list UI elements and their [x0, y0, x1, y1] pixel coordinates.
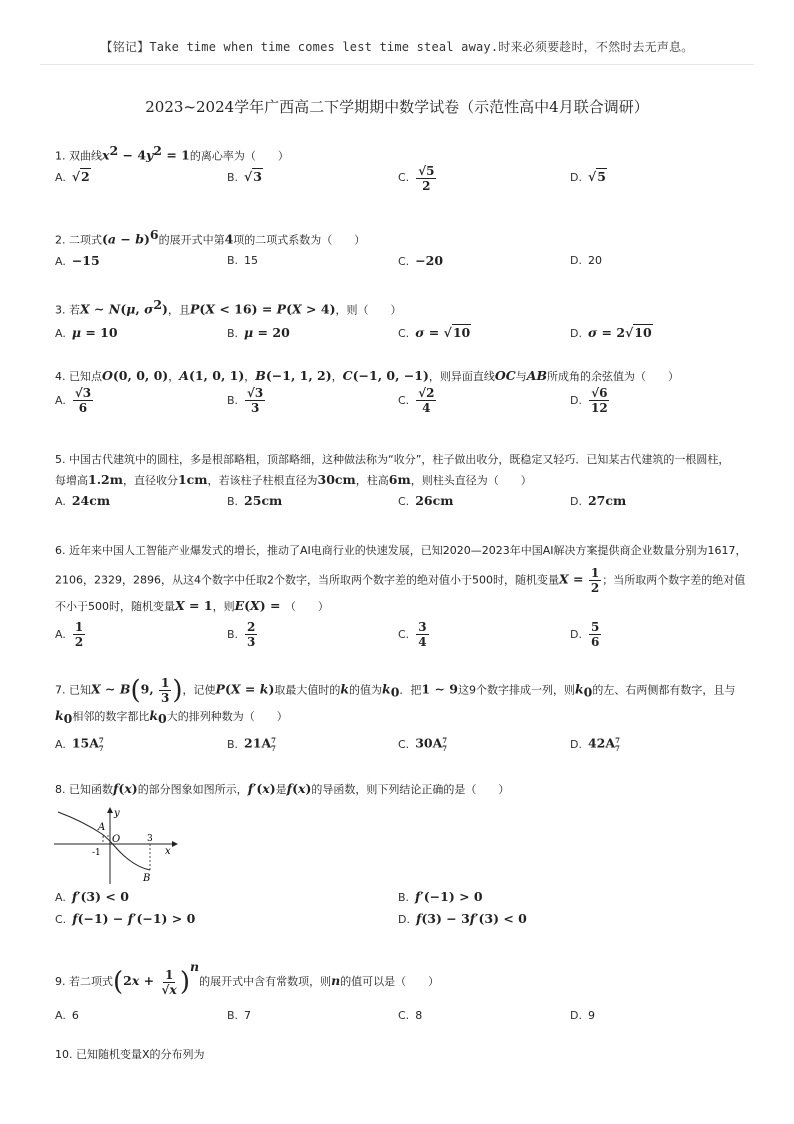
option-a[interactable]: A. f′(3) < 0: [55, 889, 129, 904]
tick-label-3: 3: [147, 834, 153, 844]
option-a[interactable]: A. 24cm: [55, 493, 111, 508]
option-c[interactable]: C. $\frac{3}{4}$: [398, 620, 427, 649]
option-d[interactable]: D. √5: [570, 168, 606, 184]
option-a[interactable]: A. μ = 10: [55, 324, 118, 340]
point-b-label: B: [143, 873, 151, 884]
question-3: [55, 296, 745, 344]
option-b[interactable]: B. f′(−1) > 0: [398, 889, 483, 904]
option-b[interactable]: B. √3: [227, 168, 262, 184]
option-c[interactable]: C. 8: [398, 1008, 423, 1022]
question-8-options: [55, 888, 745, 930]
y-axis-label: y: [114, 808, 120, 819]
question-4: [55, 367, 745, 416]
question-8-stem: 8. 已知函数f(x)的部分图象如图所示，f′(x)是f(x)的导函数，则下列结论正确的是（ ）: [55, 781, 510, 796]
question-7: [55, 676, 745, 752]
question-5: [55, 451, 745, 512]
option-c[interactable]: C. $\frac{√2}{4}$: [398, 386, 435, 415]
y-axis-arrow: [107, 807, 113, 813]
option-d[interactable]: D. 27cm: [570, 493, 627, 508]
option-b[interactable]: B. 25cm: [227, 493, 283, 508]
question-7-stem-line-1: 7. 已知X ∼ B(9, $\frac{1}{3}$ )，记使P(X = k)取最大值时的k的值为$k_0$．把1 ∼ 9这9个数字排成一列，则$k_0$的左、右两侧都有数字，且与: [55, 675, 736, 706]
option-c[interactable]: C. $30A^7_7$: [398, 735, 448, 754]
option-a[interactable]: A. $15A^7_7$: [55, 735, 104, 754]
option-d[interactable]: D. 20: [570, 253, 602, 267]
question-3-stem: 3. 若X ∼ N(μ, $\sigma^2$)，且P(X < 16) = P(X > 4)，则（ ）: [55, 297, 402, 317]
option-b[interactable]: B. 7: [227, 1008, 252, 1022]
question-5-stem-line-1: 5. 中国古代建筑中的圆柱，多是根部略粗，顶部略细，这种做法称为“收分”，柱子做出收分，既稳定又轻巧．已知某古代建筑的一根圆柱，: [55, 453, 730, 466]
function-graph-figure: [54, 806, 179, 886]
question-10-stem: 10. 已知随机变量X的分布列为: [55, 1048, 205, 1061]
option-a[interactable]: A. $\frac{√3}{6}$: [55, 386, 92, 415]
x-axis-label: x: [165, 846, 171, 857]
tick-label-minus-1: -1: [92, 848, 101, 858]
option-c[interactable]: C. −20: [398, 252, 444, 268]
question-5-stem-line-2: 每增高1.2m，直径收分1cm，若该柱子柱根直径为30cm，柱高6m，则柱头直径为（ ）: [55, 472, 532, 487]
option-b[interactable]: B. $21A^7_7$: [227, 735, 277, 754]
option-b[interactable]: B. $\frac{2}{3}$: [227, 620, 256, 649]
point-a-label: A: [98, 822, 106, 833]
option-c[interactable]: C. f(−1) − f′(−1) > 0: [55, 911, 196, 926]
option-c[interactable]: C. $\frac{√5}{2}$: [398, 163, 435, 193]
option-a[interactable]: A. √2: [55, 168, 90, 184]
question-6-stem-line-3: 不小于500时，随机变量X = 1，则E(X) = （ ）: [55, 598, 329, 613]
option-d[interactable]: D. $42A^7_7$: [570, 735, 620, 754]
exam-title: 2023~2024学年广西高二下学期期中数学试卷（示范性高中4月联合调研）: [145, 98, 649, 116]
option-b[interactable]: B. μ = 20: [227, 324, 290, 340]
question-4-stem: 4. 已知点O(0, 0, 0)，A(1, 0, 1)，B(−1, 1, 2)，C(−1, 0, −1)，则异面直线OC与AB所成角的余弦值为（ ）: [55, 368, 680, 383]
x-axis-arrow: [172, 841, 178, 847]
function-curve: [58, 812, 150, 870]
question-7-stem-line-2: $k_0$相邻的数字都比$k_0$大的排列种数为（ ）: [55, 708, 288, 727]
question-9-stem: 9. 若二项式(2x + $\frac{1}{√x}$ )$^n$的展开式中含有常数项，则n的值可以是（ ）: [55, 959, 440, 997]
question-6: [55, 542, 747, 650]
question-9: [55, 958, 745, 1027]
option-d[interactable]: D. 9: [570, 1008, 595, 1022]
option-b[interactable]: B. $\frac{√3}{3}$: [227, 386, 264, 415]
question-1-stem: 1. 双曲线$x^2 - 4y^2 = 1$的离心率为（ ）: [55, 143, 289, 163]
header-motto: 【铭记】Take time when time comes lest time steal away.时来必须要趁时，不然时去无声息。: [100, 40, 694, 54]
question-2: [55, 226, 745, 272]
option-d[interactable]: D. $\frac{5}{6}$: [570, 620, 600, 649]
option-a[interactable]: A. −15: [55, 252, 100, 268]
question-2-stem: 2. 二项式$(a - b)^6$的展开式中第4项的二项式系数为（ ）: [55, 227, 366, 247]
option-b[interactable]: B. 15: [227, 253, 259, 267]
question-10: [55, 1046, 205, 1064]
option-d[interactable]: D. f(3) − 3f′(3) < 0: [398, 911, 527, 926]
option-d[interactable]: D. $\frac{√6}{12}$: [570, 386, 608, 415]
option-a[interactable]: A. $\frac{1}{2}$: [55, 620, 84, 649]
question-1: [55, 142, 745, 193]
option-a[interactable]: A. 6: [55, 1008, 79, 1022]
origin-label: O: [112, 834, 121, 845]
option-d[interactable]: D. σ = 2√10: [570, 324, 652, 340]
header-divider: [40, 64, 754, 65]
option-c[interactable]: C. 26cm: [398, 493, 454, 508]
question-6-stem-line-1: 6. 近年来中国人工智能产业爆发式的增长，推动了AI电商行业的快速发展，已知2020—2023年中国AI解决方案提供商企业数量分别为1617，: [55, 544, 747, 557]
question-6-stem-line-2: 2106，2329，2896，从这4个数字中任取2个数字，当所取两个数字差的绝对值小于500时，随机变量X = $\frac{1}{2}$ ；当所取两个数字差的绝对值: [55, 566, 746, 595]
option-c[interactable]: C. σ = √10: [398, 324, 471, 340]
question-8: [55, 780, 509, 799]
